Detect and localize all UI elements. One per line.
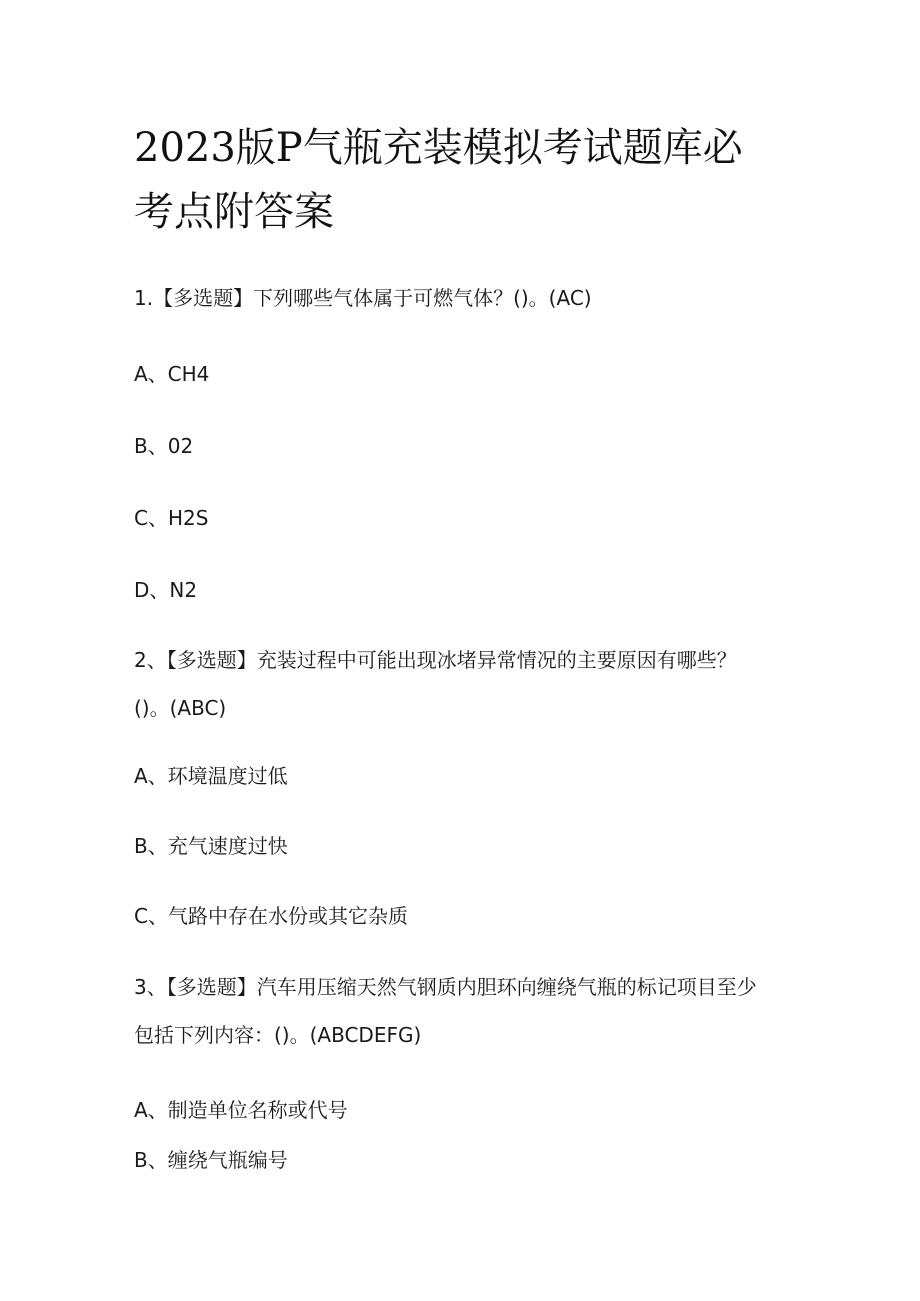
- document-title-line-1: 2023版P气瓶充装模拟考试题库必: [134, 125, 743, 171]
- question-1-option-d: D、N2: [134, 578, 198, 602]
- question-1-stem: 1.【多选题】下列哪些气体属于可燃气体？()。(AC): [134, 286, 592, 310]
- document-title-line-2: 考点附答案: [134, 189, 334, 235]
- question-3-option-a: A、制造单位名称或代号: [134, 1098, 348, 1122]
- question-3-stem-line-2: 包括下列内容：()。(ABCDEFG): [134, 1023, 422, 1047]
- question-1-option-c: C、H2S: [134, 506, 209, 530]
- question-2-option-a: A、环境温度过低: [134, 764, 288, 788]
- question-3-stem-line-1: 3、【多选题】汽车用压缩天然气钢质内胆环向缠绕气瓶的标记项目至少: [134, 975, 757, 999]
- question-2-option-c: C、气路中存在水份或其它杂质: [134, 904, 408, 928]
- question-1-option-a: A、CH4: [134, 362, 210, 386]
- question-1-option-b: B、02: [134, 434, 194, 458]
- question-2-stem-line-2: ()。(ABC): [134, 696, 227, 720]
- question-2-option-b: B、充气速度过快: [134, 834, 288, 858]
- question-2-stem-line-1: 2、【多选题】充装过程中可能出现冰堵异常情况的主要原因有哪些？: [134, 648, 737, 672]
- question-3-option-b: B、缠绕气瓶编号: [134, 1148, 288, 1172]
